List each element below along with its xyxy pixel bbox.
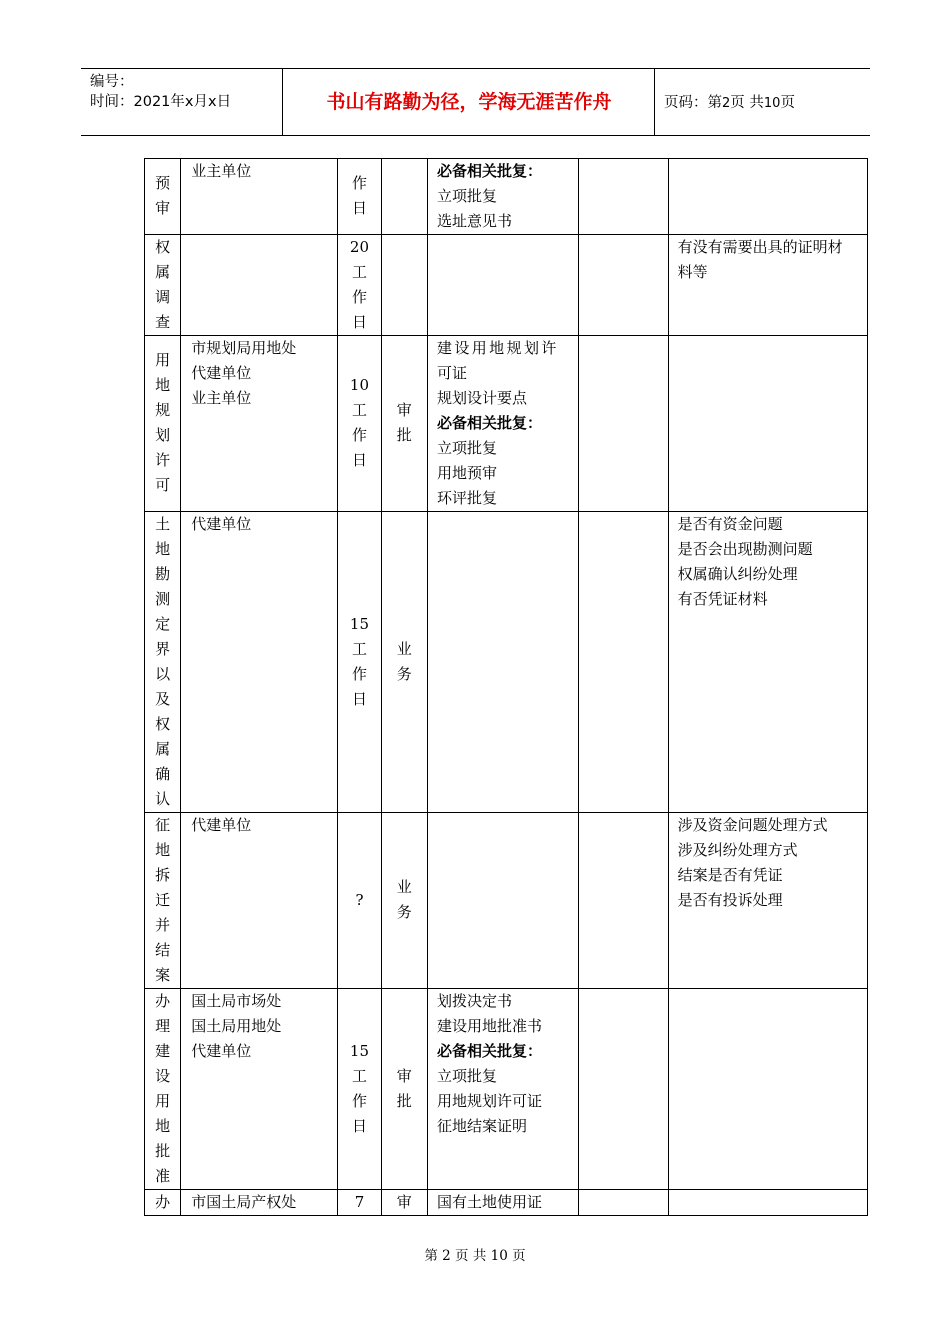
note-line: 料等 (677, 263, 708, 281)
vertical-char: 可 (155, 476, 171, 494)
vertical-char: 案 (155, 966, 171, 984)
document-line: 用地规划许可证 (436, 1092, 542, 1110)
vertical-char: 日 (351, 199, 367, 217)
document-line: 规划设计要点 (436, 389, 527, 407)
stage-cell (145, 159, 181, 235)
note-line: 结案是否有凭证 (677, 866, 783, 884)
note-line: 权属确认纠纷处理 (677, 565, 798, 583)
type-cell (381, 512, 427, 813)
vertical-char: 日 (351, 451, 367, 469)
vertical-char: 日 (351, 313, 367, 331)
stage-label (145, 813, 180, 988)
vertical-char: 10 (349, 376, 370, 394)
stage-cell (145, 989, 181, 1190)
duration-label (338, 989, 380, 1139)
vertical-char: 权 (155, 238, 171, 256)
stage-label (145, 336, 180, 498)
type-cell (381, 159, 427, 235)
header-motto: 书山有路勤为径，学海无涯苦作舟 (326, 91, 612, 113)
vertical-char: 15 (349, 615, 370, 633)
vertical-char: 确 (155, 765, 171, 783)
duration-label (338, 336, 380, 473)
note-line: 是否有投诉处理 (677, 891, 783, 909)
vertical-char: 土 (155, 515, 171, 533)
notes-cell (668, 235, 867, 336)
unit-line: 代建单位 (191, 1042, 252, 1060)
document-line: 建设用地规划许 (436, 339, 559, 357)
vertical-char: 工 (351, 640, 367, 658)
table-row (145, 336, 868, 512)
document-line: 立项批复 (436, 187, 497, 205)
header-meta (90, 72, 231, 112)
document-line: 征地结案证明 (436, 1117, 527, 1135)
type-cell (381, 235, 427, 336)
footer-total: 10 (490, 1248, 508, 1264)
page-footer (0, 1246, 950, 1266)
table-row (145, 989, 868, 1190)
table-row (145, 159, 868, 235)
unit-cell (181, 989, 338, 1190)
unit-cell (181, 813, 338, 989)
stage-cell (145, 512, 181, 813)
vertical-char: 作 (351, 174, 367, 192)
vertical-char: 用 (155, 1092, 171, 1110)
vertical-char: 规 (155, 401, 171, 419)
page-current: 2 (722, 96, 731, 111)
page-total: 10 (763, 96, 781, 111)
vertical-char: 权 (155, 715, 171, 733)
note-line: 是否有资金问题 (677, 515, 783, 533)
table-row (145, 235, 868, 336)
stage-label (145, 235, 180, 335)
vertical-char: 许 (155, 451, 171, 469)
vertical-char: 用 (155, 351, 171, 369)
blank-cell (578, 512, 668, 813)
type-label (382, 512, 427, 687)
note-line: 涉及纠纷处理方式 (677, 841, 798, 859)
documents-cell (427, 235, 578, 336)
document-number-label: 编号： (90, 74, 134, 90)
vertical-char: 属 (155, 740, 171, 758)
unit-line: 业主单位 (191, 389, 252, 407)
vertical-char: 作 (351, 426, 367, 444)
notes-cell (668, 336, 867, 512)
vertical-char: 地 (155, 841, 171, 859)
blank-cell (578, 813, 668, 989)
vertical-char: 测 (155, 590, 171, 608)
duration-cell (338, 813, 381, 989)
vertical-char: 工 (351, 263, 367, 281)
stage-cell (145, 813, 181, 989)
duration-label (338, 235, 380, 335)
vertical-char: 地 (155, 540, 171, 558)
unit-cell (181, 235, 338, 336)
vertical-char: 批 (396, 1092, 412, 1110)
vertical-char: 批 (155, 1142, 171, 1160)
document-line: 选址意见书 (436, 212, 512, 230)
footer-prefix: 第 (424, 1248, 438, 1264)
duration-label (338, 813, 380, 913)
vertical-char: 定 (155, 615, 171, 633)
unit-line: 国土局用地处 (191, 1017, 282, 1035)
vertical-char: 勘 (155, 565, 171, 583)
stage-cell (145, 1190, 181, 1216)
type-label (382, 336, 427, 448)
duration-cell (338, 235, 381, 336)
page-header (81, 68, 870, 136)
vertical-char: 并 (155, 916, 171, 934)
table-row (145, 813, 868, 989)
documents-cell (427, 512, 578, 813)
unit-cell (181, 159, 338, 235)
document-line: 可证 (436, 364, 467, 382)
document-line: 用地预审 (436, 464, 497, 482)
documents-cell (427, 813, 578, 989)
type-label (382, 989, 427, 1114)
vertical-char: 办 (155, 1193, 171, 1211)
unit-cell (181, 336, 338, 512)
stage-label (145, 1190, 180, 1215)
vertical-char: 以 (155, 665, 171, 683)
duration-cell (338, 1190, 381, 1216)
stage-label (145, 512, 180, 812)
unit-line: 代建单位 (191, 364, 252, 382)
stage-cell (145, 235, 181, 336)
duration-cell (338, 336, 381, 512)
vertical-char: 及 (155, 690, 171, 708)
unit-line: 代建单位 (191, 816, 252, 834)
type-cell (381, 336, 427, 512)
notes-cell (668, 159, 867, 235)
type-cell (381, 1190, 427, 1216)
vertical-char: 调 (155, 288, 171, 306)
document-line: 必备相关批复： (436, 1042, 542, 1060)
document-date: 时间：2021年x月x日 (90, 94, 232, 110)
notes-cell (668, 813, 867, 989)
page-label-mid: 页 共 (730, 95, 764, 111)
blank-cell (578, 989, 668, 1190)
vertical-char: 设 (155, 1067, 171, 1085)
document-line: 立项批复 (436, 1067, 497, 1085)
unit-line: 市国土局产权处 (191, 1193, 297, 1211)
vertical-char: 审 (396, 1067, 412, 1085)
duration-cell (338, 159, 381, 235)
vertical-char: 务 (396, 665, 412, 683)
unit-line: 业主单位 (191, 162, 252, 180)
vertical-char: 地 (155, 376, 171, 394)
documents-cell (427, 989, 578, 1190)
blank-cell (578, 235, 668, 336)
vertical-char: 认 (155, 790, 171, 808)
page-label-prefix: 页码：第 (664, 95, 722, 111)
vertical-char: 办 (155, 992, 171, 1010)
duration-label (338, 1190, 380, 1215)
documents-cell (427, 159, 578, 235)
document-line: 环评批复 (436, 489, 497, 507)
vertical-char: 审 (396, 1193, 412, 1211)
duration-label (338, 159, 380, 221)
vertical-char: 7 (354, 1193, 365, 1211)
vertical-char: 理 (155, 1017, 171, 1035)
stage-label (145, 989, 180, 1189)
unit-cell (181, 512, 338, 813)
vertical-char: 审 (155, 199, 171, 217)
document-line: 划拨决定书 (436, 992, 512, 1010)
notes-cell (668, 989, 867, 1190)
vertical-char: 地 (155, 1117, 171, 1135)
footer-mid: 页 共 (455, 1248, 487, 1264)
document-line: 国有土地使用证 (436, 1193, 542, 1211)
documents-cell (427, 336, 578, 512)
footer-current: 2 (442, 1248, 451, 1264)
documents-cell (427, 1190, 578, 1216)
page-label-suffix: 页 (780, 95, 795, 111)
vertical-char: 15 (349, 1042, 370, 1060)
vertical-char: 业 (396, 640, 412, 658)
note-line: 是否会出现勘测问题 (677, 540, 813, 558)
vertical-char: 批 (396, 426, 412, 444)
unit-line: 国土局市场处 (191, 992, 282, 1010)
footer-suffix: 页 (512, 1248, 526, 1264)
vertical-char: 划 (155, 426, 171, 444)
unit-line: 市规划局用地处 (191, 339, 297, 357)
note-line: 有没有需要出具的证明材 (677, 238, 843, 256)
notes-cell (668, 512, 867, 813)
unit-cell (181, 1190, 338, 1216)
vertical-char: 务 (396, 903, 412, 921)
blank-cell (578, 1190, 668, 1216)
document-line: 建设用地批准书 (436, 1017, 542, 1035)
process-table (144, 158, 868, 1216)
duration-cell (338, 512, 381, 813)
vertical-char: 预 (155, 174, 171, 192)
vertical-char: ? (355, 891, 364, 909)
vertical-char: 征 (155, 816, 171, 834)
table-row (145, 512, 868, 813)
vertical-char: 查 (155, 313, 171, 331)
vertical-char: 日 (351, 690, 367, 708)
vertical-char: 拆 (155, 866, 171, 884)
stage-label (145, 159, 180, 221)
header-page-info (664, 93, 795, 114)
type-label (382, 1190, 427, 1215)
document-line: 立项批复 (436, 439, 497, 457)
blank-cell (578, 336, 668, 512)
type-cell (381, 813, 427, 989)
vertical-char: 工 (351, 401, 367, 419)
type-label (382, 813, 427, 925)
vertical-char: 业 (396, 878, 412, 896)
vertical-char: 作 (351, 665, 367, 683)
vertical-char: 准 (155, 1167, 171, 1185)
duration-cell (338, 989, 381, 1190)
type-cell (381, 989, 427, 1190)
vertical-char: 工 (351, 1067, 367, 1085)
document-line: 必备相关批复： (436, 162, 542, 180)
vertical-char: 属 (155, 263, 171, 281)
vertical-char: 迁 (155, 891, 171, 909)
document-line: 必备相关批复： (436, 414, 542, 432)
vertical-char: 审 (396, 401, 412, 419)
duration-label (338, 512, 380, 712)
vertical-char: 结 (155, 941, 171, 959)
blank-cell (578, 159, 668, 235)
table-row (145, 1190, 868, 1216)
note-line: 有否凭证材料 (677, 590, 768, 608)
vertical-char: 建 (155, 1042, 171, 1060)
vertical-char: 作 (351, 288, 367, 306)
notes-cell (668, 1190, 867, 1216)
stage-cell (145, 336, 181, 512)
vertical-char: 界 (155, 640, 171, 658)
vertical-char: 20 (349, 238, 370, 256)
note-line: 涉及资金问题处理方式 (677, 816, 828, 834)
vertical-char: 作 (351, 1092, 367, 1110)
vertical-char: 日 (351, 1117, 367, 1135)
unit-line: 代建单位 (191, 515, 252, 533)
